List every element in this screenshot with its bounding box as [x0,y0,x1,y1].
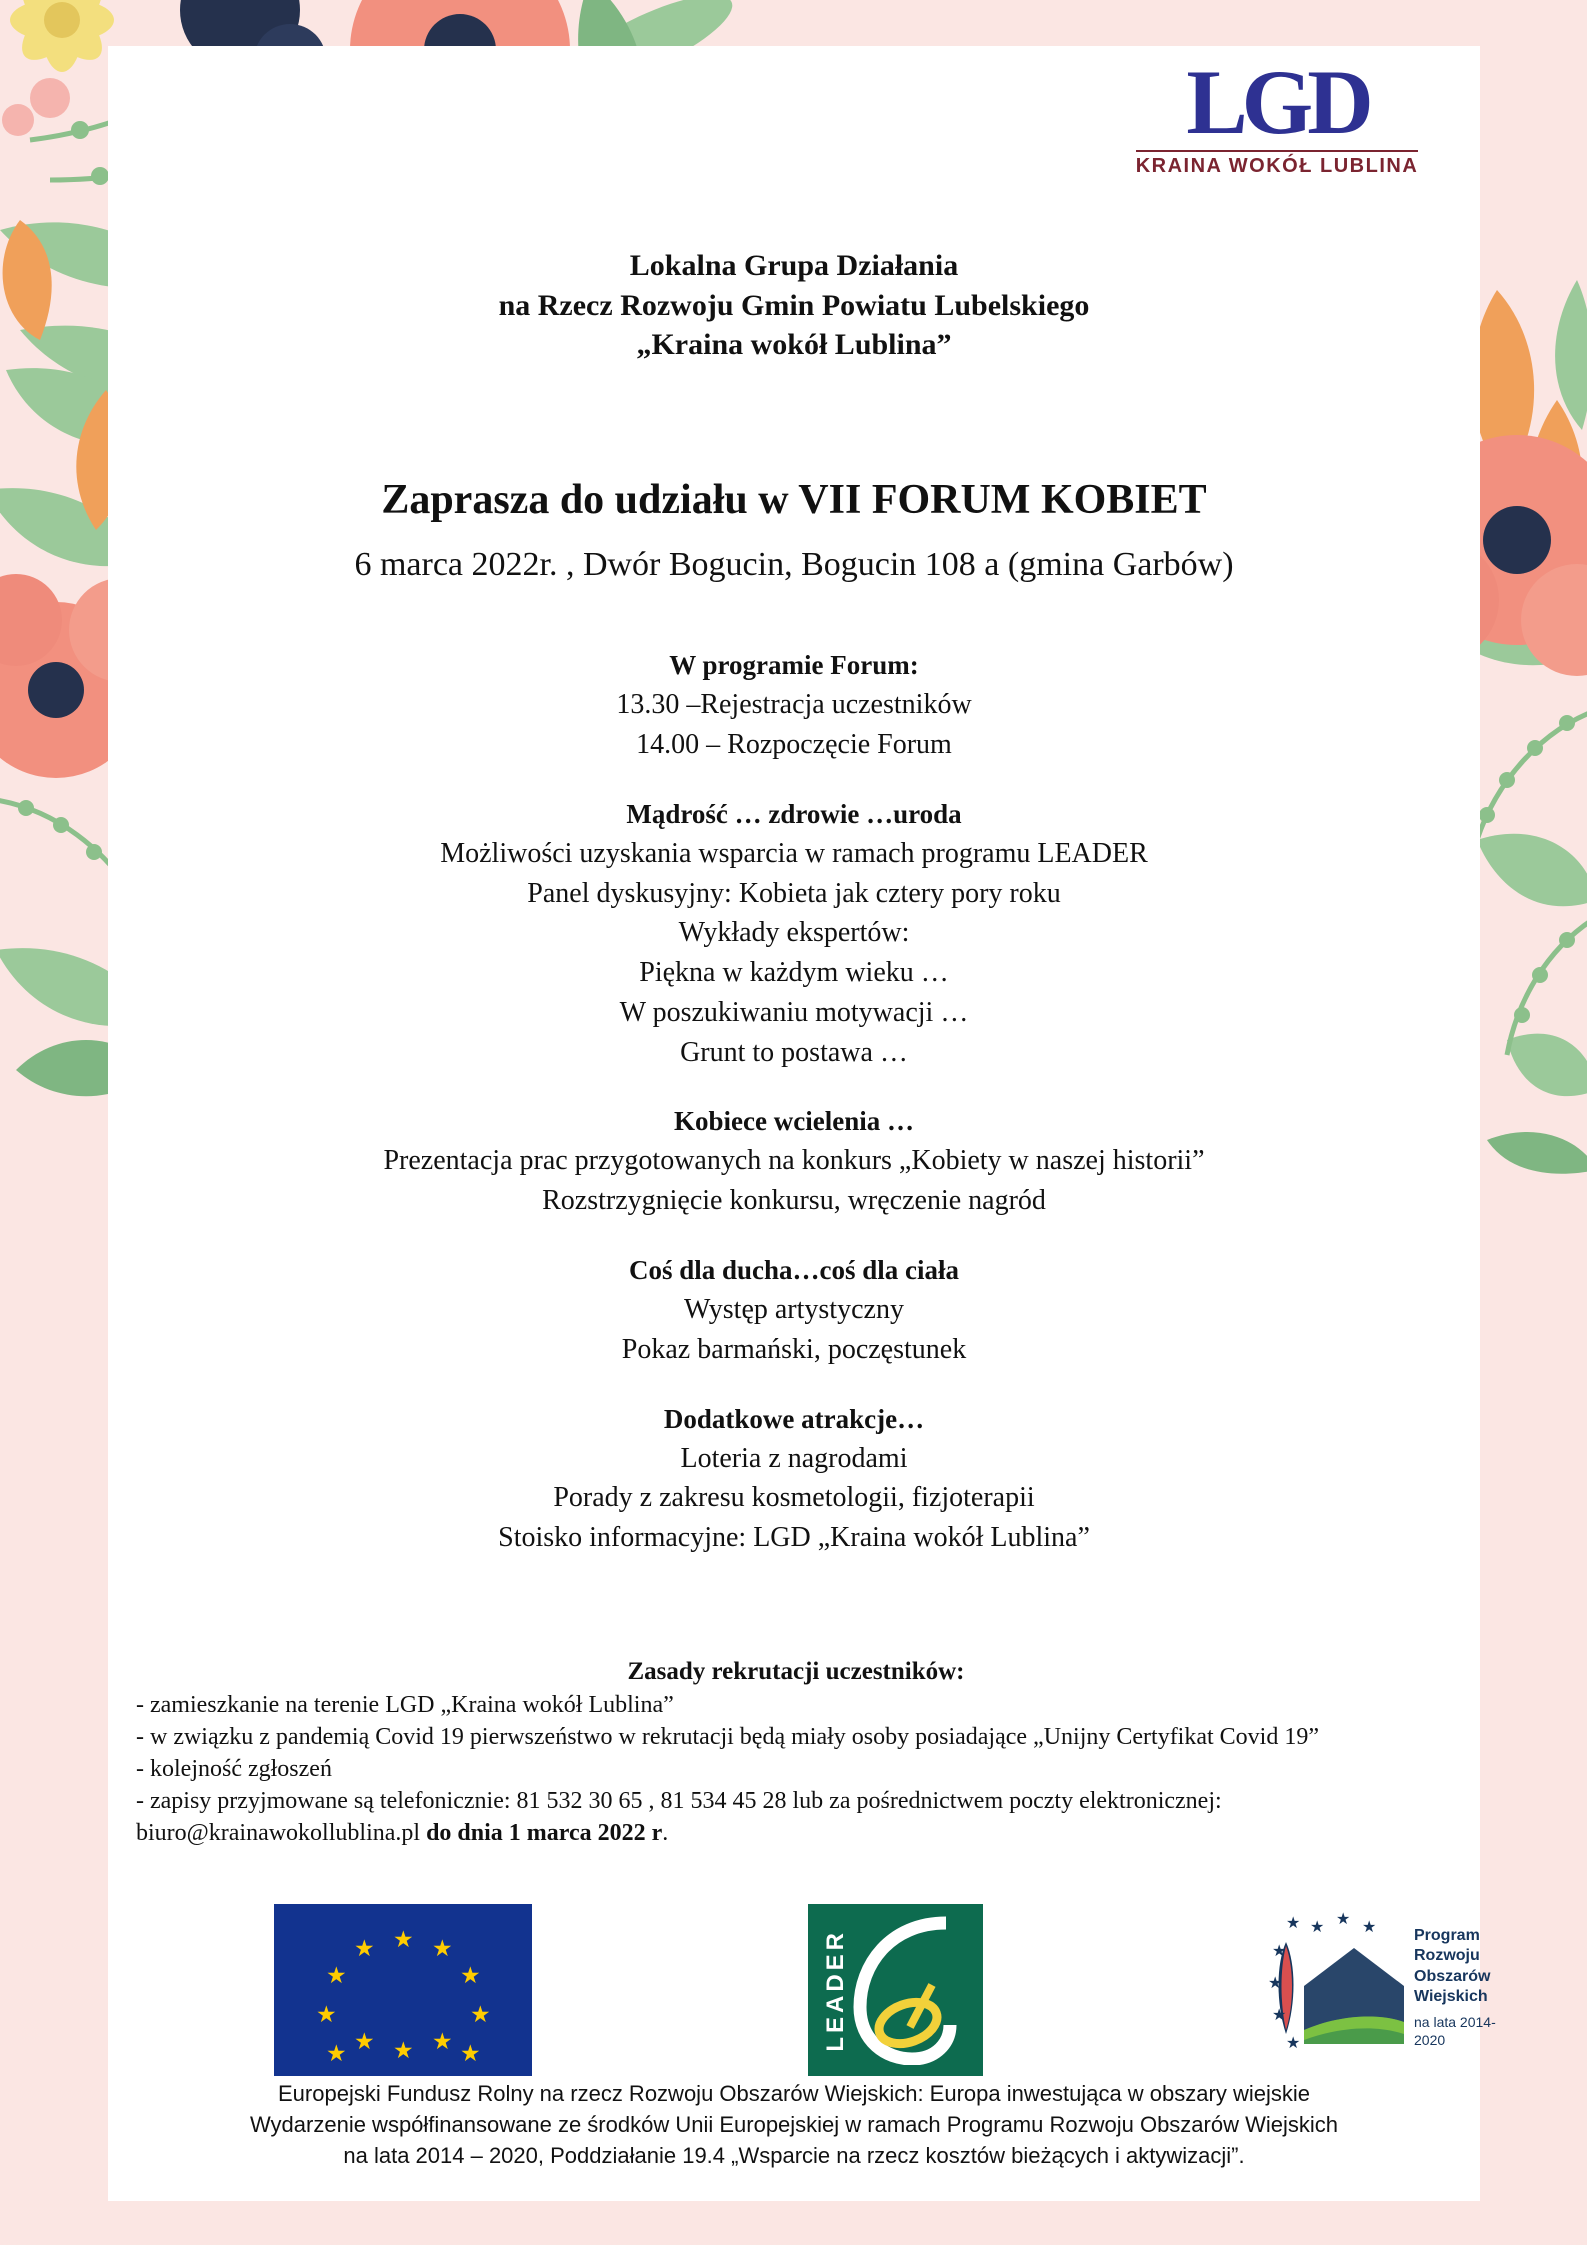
svg-text:★: ★ [1362,1919,1377,1936]
svg-text:★: ★ [1310,1919,1325,1936]
prow-logo-text [1414,1926,1526,2050]
section-line: Panel dyskusyjny: Kobieta jak cztery pory roku [527,877,1061,909]
lgd-logo-subtitle: KRAINA WOKÓŁ LUBLINA [1136,150,1419,178]
program-section [108,1400,1480,1558]
rules-line: - kolejność zgłoszeń [136,1755,332,1782]
organization-line-3: „Kraina wokół Lublina” [636,328,952,362]
poster-content [108,46,1496,2201]
prow-line-4: Wiejskich [1414,1988,1488,2006]
section-line: Wykłady ekspertów: [678,917,910,949]
footnote-line-2: Wydarzenie współfinansowane ze środków Unii Europejskiej w ramach Programu Rozwoju Obszarów Wiejskich [249,2112,1338,2138]
svg-text:★: ★ [1336,1912,1351,1928]
section-heading: Kobiece wcielenia … [674,1106,914,1137]
section-line: Porady z zakresu kosmetologii, fizjoterapii [553,1482,1035,1514]
lgd-logo-mark: LGD [1186,51,1368,153]
rules-contact-line [136,1786,1456,1850]
svg-text:★: ★ [1272,2007,1287,2024]
prow-logo [1266,1912,1526,2062]
program-section [108,795,1480,1073]
section-line: Możliwości uzyskania wsparcia w ramach programu LEADER [440,837,1148,869]
rules-line: - zamieszkanie na terenie LGD „Kraina wokół Lublina” [136,1692,674,1718]
footnote-line-1: Europejski Fundusz Rolny na rzecz Rozwoju Obszarów Wiejskich: Europa inwestująca w obszary wiejskie [278,2081,1310,2106]
leader-logo-glyph [850,1915,960,2065]
funding-footnote [148,2078,1440,2172]
section-line: Piękna w każdym wieku … [639,957,949,989]
section-line: Grunt to postawa … [680,1036,908,1068]
program-section [108,646,1480,765]
leader-logo-label: LEADER [822,1928,849,2052]
footnote-line-3: na lata 2014 – 2020, Poddziałanie 19.4 „Wsparcie na rzecz kosztów bieżących i aktywizacji”. [343,2143,1245,2169]
svg-text:★: ★ [1286,2035,1301,2052]
prow-line-2: Rozwoju [1414,1947,1480,1965]
svg-text:★: ★ [1268,1975,1283,1992]
section-line: W poszukiwaniu motywacji … [619,996,969,1028]
rules-line: - w związku z pandemią Covid 19 pierwszeństwo w rekrutacji będą miały osoby posiadające „Unijny Certyfikat Covid 19” [136,1723,1319,1750]
eu-flag-logo: ★ ★ ★ ★ ★ ★ ★ ★ ★ ★ ★ ★ [274,1904,532,2076]
recruitment-rules [136,1658,1456,1850]
organization-line-1: Lokalna Grupa Działania [629,249,959,282]
rules-heading: Zasady rekrutacji uczestników: [627,1658,965,1685]
section-line: Pokaz barmański, poczęstunek [621,1333,967,1365]
prow-logo-emblem [1266,1912,1416,2062]
prow-line-1: Program [1414,1927,1480,1944]
rules-contact-text: - zapisy przyjmowane są telefonicznie: 81 532 30 65 , 81 534 45 28 lub za pośrednictwem poczty elektronicznej: biuro@krainawokollublina.pl [136,1787,1222,1846]
section-line: Stoisko informacyjne: LGD „Kraina wokół Lublina” [498,1522,1090,1554]
section-line: 13.30 –Rejestracja uczestników [616,689,972,721]
rules-contact-suffix: . [662,1819,669,1846]
section-line: Rozstrzygnięcie konkursu, wręczenie nagród [542,1185,1046,1217]
program-section [108,1251,1480,1370]
prow-years: na lata 2014-2020 [1414,2013,1496,2048]
section-line: 14.00 – Rozpoczęcie Forum [636,728,952,760]
section-heading: Dodatkowe atrakcje… [663,1403,925,1434]
leader-logo [808,1904,983,2076]
organization-name [108,246,1480,365]
section-line: Loteria z nagrodami [680,1442,908,1474]
section-heading: Mądrość … zdrowie …uroda [626,798,962,829]
organization-line-2: na Rzecz Rozwoju Gmin Powiatu Lubelskiego [498,288,1090,322]
rules-deadline: do dnia 1 marca 2022 r [426,1819,663,1846]
section-line: Występ artystyczny [684,1294,904,1326]
event-date-location: 6 marca 2022r. , Dwór Bogucin, Bogucin 108 a (gmina Garbów) [354,546,1234,583]
funding-logos [108,1904,1496,2066]
svg-text:★: ★ [1272,1943,1287,1960]
svg-text:★: ★ [1286,1915,1301,1932]
lgd-logo [1112,51,1442,178]
section-line: Prezentacja prac przygotowanych na konkurs „Kobiety w naszej historii” [383,1145,1205,1177]
section-heading: Coś dla ducha…coś dla ciała [628,1254,960,1285]
program-sections [108,646,1480,1588]
page-title: Zaprasza do udziału w VII FORUM KOBIET [381,477,1207,523]
program-section [108,1102,1480,1221]
prow-line-3: Obszarów [1414,1967,1491,1985]
section-heading: W programie Forum: [669,650,919,680]
